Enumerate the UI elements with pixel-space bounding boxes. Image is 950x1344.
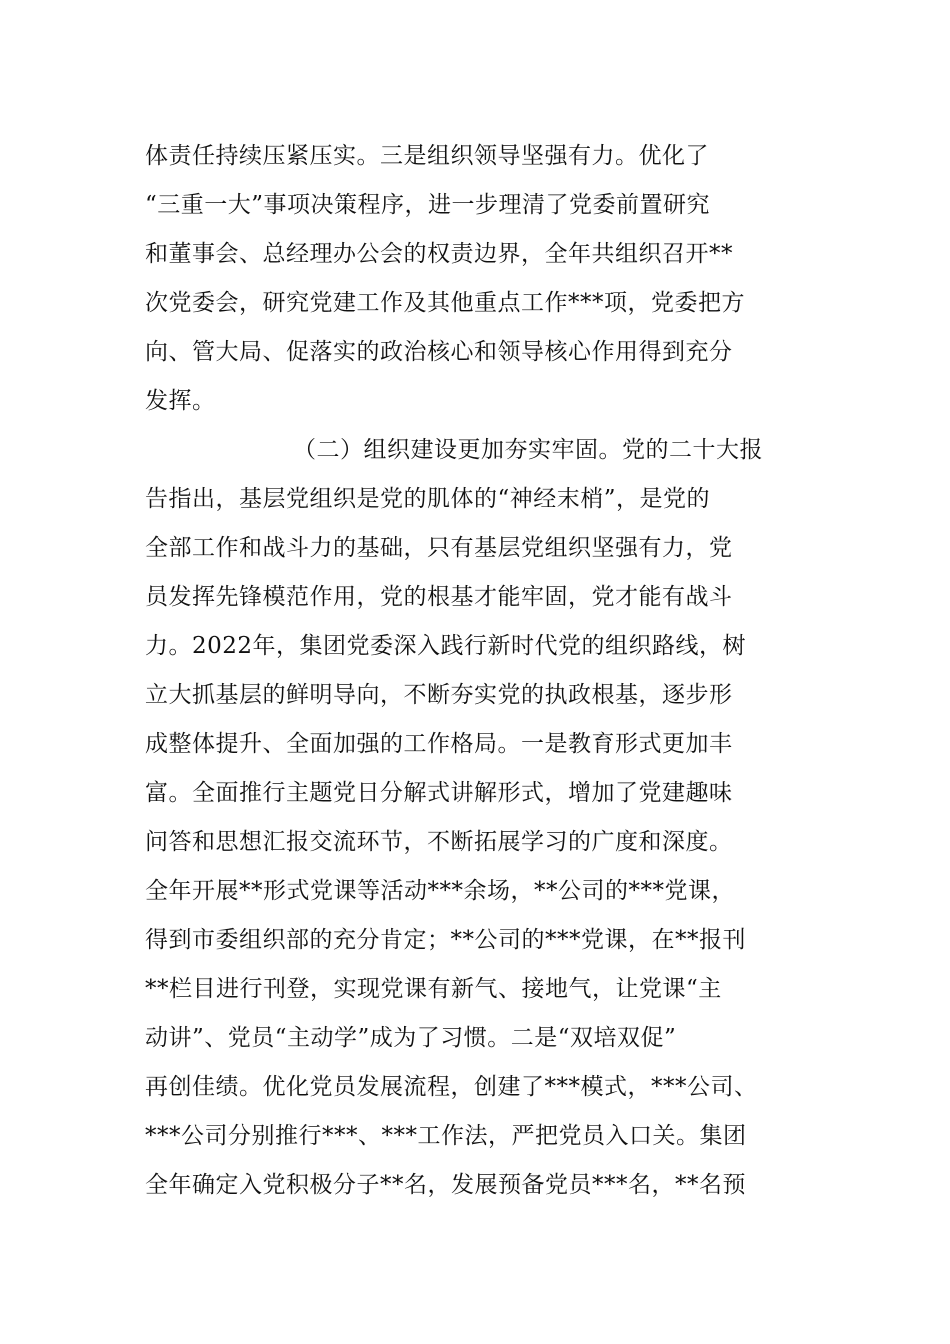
text-line: 发挥。 <box>145 388 216 414</box>
text-line: **栏目进行刊登，实现党课有新气、接地气，让党课“主 <box>145 976 722 1002</box>
text-line: 全部工作和战斗力的基础，只有基层党组织坚强有力，党 <box>145 535 733 561</box>
text-line: 立大抓基层的鲜明导向，不断夯实党的执政根基，逐步形 <box>145 682 733 708</box>
text-line: 向、管大局、促落实的政治核心和领导核心作用得到充分 <box>145 339 733 365</box>
text-line: 次党委会，研究党建工作及其他重点工作***项，党委把方 <box>145 290 745 316</box>
text-line: 成整体提升、全面加强的工作格局。一是教育形式更加丰 <box>145 731 733 757</box>
text-line: 问答和思想汇报交流环节，不断拓展学习的广度和深度。 <box>145 829 733 855</box>
text-line: 员发挥先锋模范作用，党的根基才能牢固，党才能有战斗 <box>145 584 733 610</box>
text-line: ***公司分别推行***、***工作法，严把党员入口关。集团 <box>145 1123 747 1149</box>
text-line: 告指出，基层党组织是党的肌体的“神经末梢”，是党的 <box>145 486 711 512</box>
body-text <box>145 132 825 1210</box>
section-heading: （二）组织建设更加夯实牢固。党的二十大报 <box>293 437 763 463</box>
text-line: 动讲”、党员“主动学”成为了习惯。二是“双培双促” <box>145 1025 677 1051</box>
text-line: 再创佳绩。优化党员发展流程，创建了***模式，***公司、 <box>145 1074 758 1100</box>
text-line: “三重一大”事项决策程序，进一步理清了党委前置研究 <box>145 192 711 218</box>
text-line: 得到市委组织部的充分肯定；**公司的***党课，在**报刊 <box>145 927 746 953</box>
text-line: 全年确定入党积极分子**名，发展预备党员***名，**名预 <box>145 1172 746 1198</box>
text-line: 力。2022年，集团党委深入践行新时代党的组织路线，树 <box>145 633 747 659</box>
text-line: 全年开展**形式党课等活动***余场，**公司的***党课， <box>145 878 735 904</box>
text-line: 体责任持续压紧压实。三是组织领导坚强有力。优化了 <box>145 143 709 169</box>
text-line: 富。全面推行主题党日分解式讲解形式，增加了党建趣味 <box>145 780 733 806</box>
text-line: 和董事会、总经理办公会的权责边界，全年共组织召开** <box>145 241 733 267</box>
